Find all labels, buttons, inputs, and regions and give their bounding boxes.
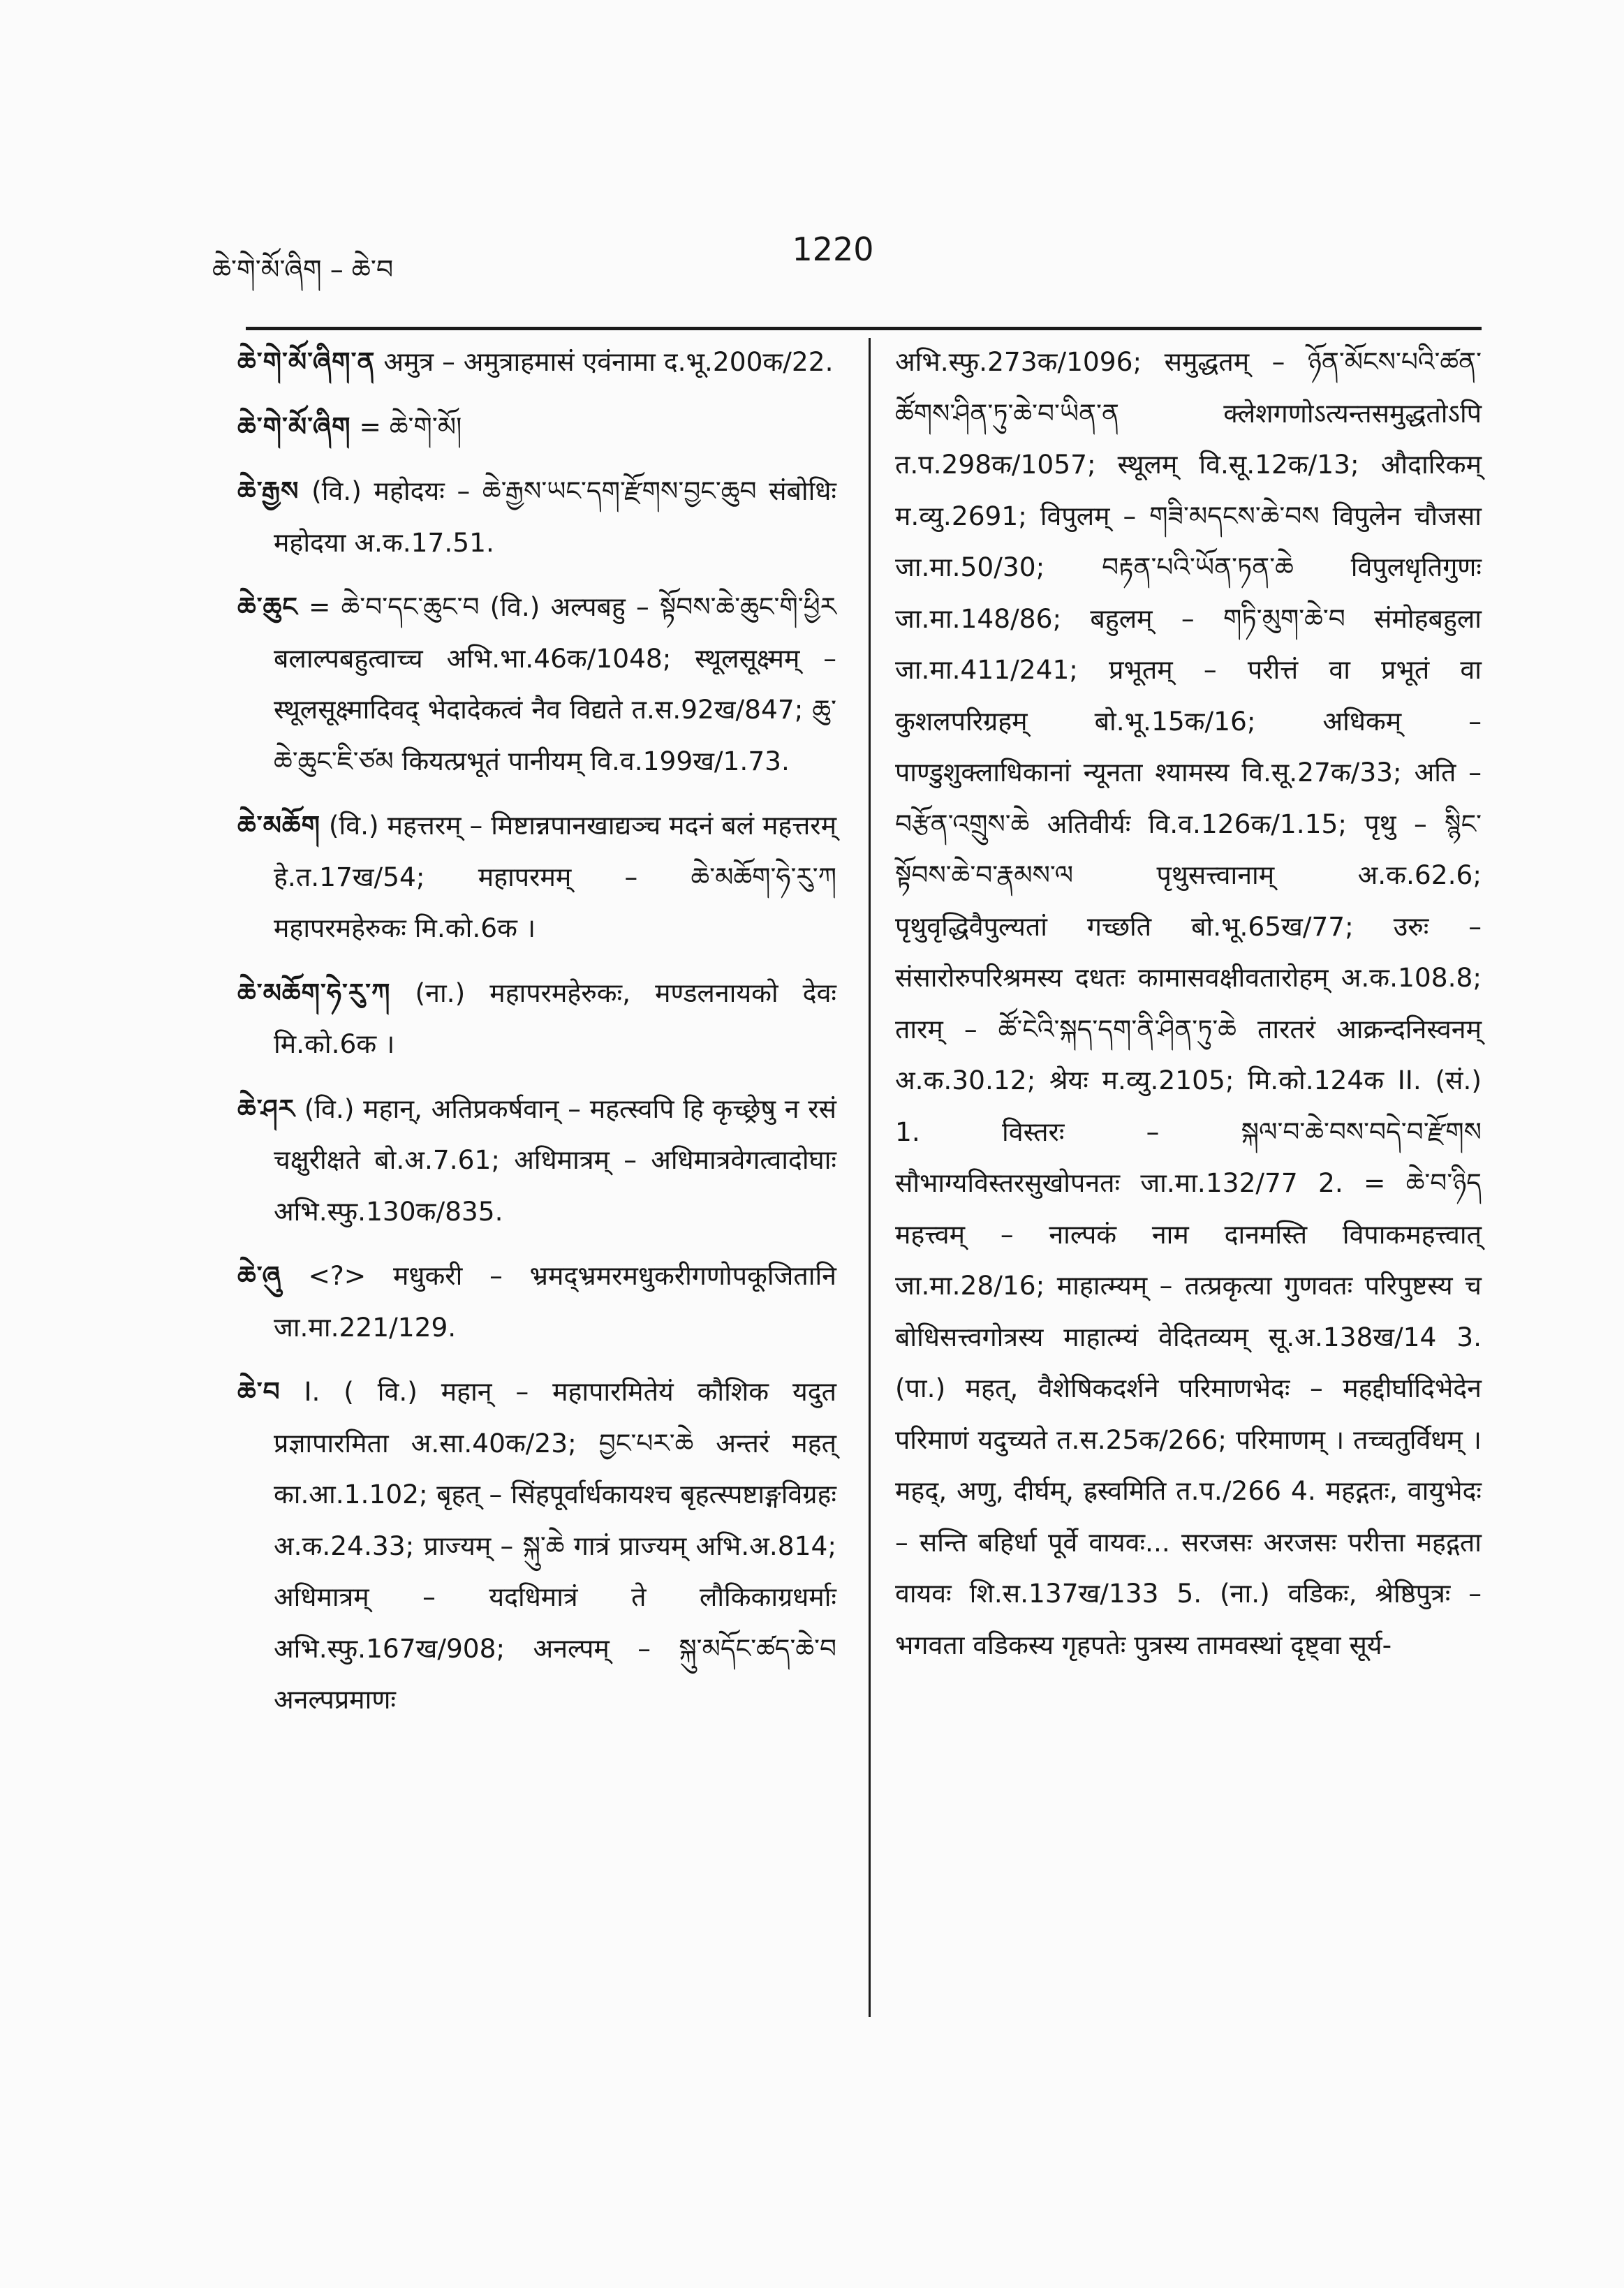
entry-headword: ཆེ་རྒྱས [237, 475, 300, 506]
entry-body: (ना.) महापरमहेरुकः, मण्डलनायको देवः मि.को.6क । [274, 977, 836, 1059]
dictionary-entry [237, 1366, 836, 1726]
entry-headword: ཆེ་ཤར [237, 1093, 296, 1124]
entry-body: I. ( वि.) महान् – महापारमितेयं कौशिक यदुत प्रज्ञापारमिता अ.सा.40क/23; བྱང་པར་ཆེ अन्तरं महत् का.आ.1.102; बृहत् – सिंहपूर्वार्धकायश्च बृहत्स्पष्टाङ्गविग्रहः अ.क.24.33; प्राज्यम् – སྐུ་ཆེ गात्रं प्राज्यम् अभि.अ.814; अधिमात्रम् – यदधिमात्रं ते लौकिकाग्रधर्माः अभि.स्फु.167ख/908; अनल्पम् – སྐུ་མདོང་ཚད་ཆེ་བ अनल्पप्रमाणः [274, 1376, 836, 1715]
entry-headword: ཆེ་བ [237, 1376, 281, 1407]
page-header [189, 230, 1477, 293]
dictionary-entry [237, 401, 836, 453]
dictionary-entry [237, 337, 836, 388]
dictionary-entry [237, 582, 836, 787]
entry-headword: ཆེ་ཞུ [237, 1260, 281, 1291]
entry-continuation: अभि.स्फु.273क/1096; समुद्धतम् – ཉོན་མོངས་པའི་ཚན་ཚོགས་ཤིན་ཏུ་ཆེ་བ་ཡིན་ན क्लेशगणोऽत्यन्तसमुद्धतोऽपि त.प.298क/1057; स्थूलम् वि.सू.12क/13; औदारिकम् म.व्यु.2691; विपुलम् – གཟི་མདངས་ཆེ་བས विपुलेन चौजसा जा.मा.50/30; བརྟན་པའི་ཡོན་ཏན་ཆེ विपुलधृतिगुणः जा.मा.148/86; बहुलम् – གཏི་མུག་ཆེ་བ संमोहबहुला जा.मा.411/241; प्रभूतम् – परीत्तं वा प्रभूतं वा कुशलपरिग्रहम् बो.भू.15क/16; अधिकम् – पाण्डुशुक्लाधिकानां न्यूनता श्यामस्य वि.सू.27क/33; अति – བརྩོན་འགྲུས་ཆེ अतिवीर्यः वि.व.126क/1.15; पृथु – སྙིང་སྟོབས་ཆེ་བ་རྣམས་ལ पृथुसत्त्वानाम् अ.क.62.6; पृथुवृद्धिवैपुल्यतां गच्छति बो.भू.65ख/77; उरुः – संसारोरुपरिश्रमस्य दधतः कामासवक्षीवतारोहम् अ.क.108.8; तारम् – ཚོ་ངེའི་སྐད་དག་ནི་ཤིན་ཏུ་ཆེ तारतरं आक्रन्दनिस्वनम् अ.क.30.12; श्रेयः म.व्यु.2105; मि.को.124क II. (सं.) 1. विस्तरः – སྐལ་བ་ཆེ་བས་བདེ་བ་རྫོགས सौभाग्यविस्तरसुखोपनतः जा.मा.132/77 2. = ཆེ་བ་ཉིད महत्त्वम् – नाल्पकं नाम दानमस्ति विपाकमहत्त्वात् जा.मा.28/16; माहात्म्यम् – तत्प्रकृत्या गुणवतः परिपुष्टस्य च बोधिसत्त्वगोत्रस्य माहात्म्यं वेदितव्यम् सू.अ.138ख/14 3. (पा.) महत्, वैशेषिकदर्शने परिमाणभेदः – महद्दीर्घादिभेदेन परिमाणं यदुच्यते त.स.25क/266; परिमाणम् । तच्चतुर्विधम् । महद्, अणु, दीर्घम्, ह्रस्वमिति त.प./266 4. महद्गतः, वायुभेदः – सन्ति बहिर्धा पूर्वे वायवः... सरजसः अरजसः परीत्ता महद्गता वायवः शि.स.137ख/133 5. (ना.) वडिकः, श्रेष्ठिपुत्रः – भगवता वडिकस्य गृहपतेः पुत्रस्य तामवस्थां दृष्ट्वा सूर्य- [895, 346, 1482, 1660]
page-number: 1220 [792, 230, 874, 268]
right-column [895, 337, 1482, 1671]
entry-body: = ཆེ་གེ་མོ། [350, 411, 462, 442]
running-head: ཆེ་གེ་མོ་ཞིག – ཆེ་བ [212, 254, 394, 285]
entry-headword: ཆེ་མཆོག་ཧེ་རུ་ཀ [237, 977, 391, 1008]
entry-body: (वि.) महान्, अतिप्रकर्षवान् – महत्स्वपि हि कृच्छ्रेषु न रसं चक्षुरीक्षते बो.अ.7.61; अधिमात्रम् – अधिमात्रवेगत्वादोघाः अभि.स्फु.130क/835. [274, 1093, 836, 1227]
dictionary-entry [237, 1250, 836, 1353]
header-rule [246, 327, 1482, 330]
dictionary-entry [237, 466, 836, 568]
entry-body: अमुत्र – अमुत्राहमासं एवंनामा द.भू.200क/22. [375, 346, 834, 377]
entry-body: (वि.) महत्तरम् – मिष्टान्नपानखाद्यञ्च मदनं बलं महत्तरम् हे.त.17ख/54; महापरमम् – ཆེ་མཆོག་ཧེ་རུ་ཀ महापरमहेरुकः मि.को.6क । [274, 810, 836, 943]
dictionary-entry [237, 800, 836, 954]
entry-body: (वि.) महोदयः – ཆེ་རྒྱས་ཡང་དག་རྫོགས་བྱང་ཆུབ संबोधिः महोदया अ.क.17.51. [274, 475, 836, 558]
dictionary-entry [237, 968, 836, 1070]
dictionary-entry [237, 1084, 836, 1238]
entry-body: = ཆེ་བ་དང་ཆུང་བ (वि.) अल्पबहु – སྟོབས་ཆེ་ཆུང་གི་ཕྱིར बलाल्पबहुत्वाच्च अभि.भा.46क/1048; स्थूलसूक्ष्मम् – स्थूलसूक्ष्मादिवद् भेदादेकत्वं नैव विद्यते त.स.92ख/847; ཆུ་ཆེ་ཆུང་ཇི་ཙམ कियत्प्रभूतं पानीयम् वि.व.199ख/1.73. [274, 591, 836, 776]
column-divider [869, 338, 871, 2017]
entry-headword: ཆེ་གེ་མོ་ཞིག་ན [237, 346, 376, 377]
left-column [237, 337, 836, 1739]
entry-headword: ཆེ་གེ་མོ་ཞིག [237, 411, 351, 442]
entry-headword: ཆེ་ཆུང [237, 591, 298, 622]
entry-body: <?> मधुकरी – भ्रमद्भ्रमरमधुकरीगणोपकूजितानि जा.मा.221/129. [274, 1260, 836, 1343]
entry-headword: ཆེ་མཆོག [237, 810, 320, 841]
